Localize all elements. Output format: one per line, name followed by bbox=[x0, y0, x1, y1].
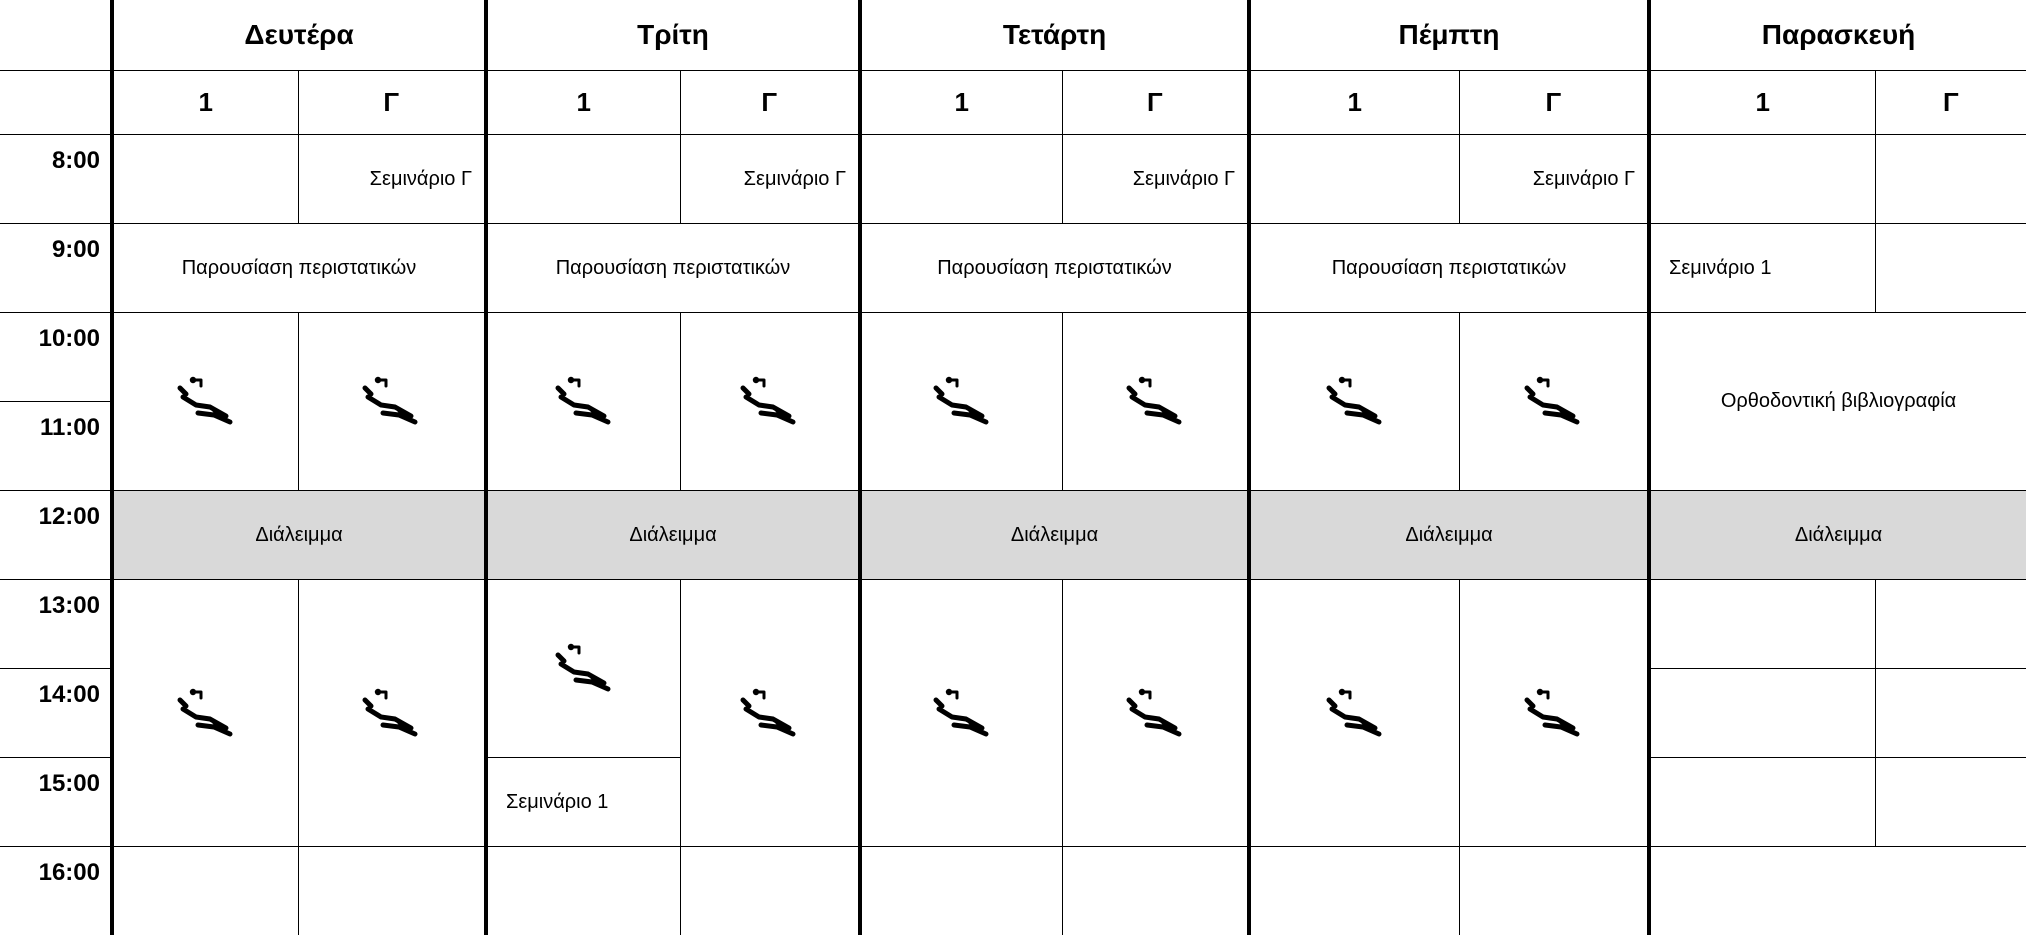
seminar-1-slot: Σεμινάριο 1 bbox=[486, 758, 680, 847]
group-header-g: Γ bbox=[1062, 71, 1249, 135]
break-slot: Διάλειμμα bbox=[1249, 491, 1649, 580]
break-slot: Διάλειμμα bbox=[486, 491, 860, 580]
time-row-1200 bbox=[0, 491, 2026, 580]
case-presentation-slot: Παρουσίαση περιστατικών bbox=[112, 224, 486, 313]
dental-chair-icon bbox=[1521, 683, 1585, 739]
group-header-g: Γ bbox=[1459, 71, 1649, 135]
clinic-slot bbox=[298, 580, 486, 847]
group-header-1: 1 bbox=[112, 71, 298, 135]
empty-slot bbox=[298, 847, 486, 935]
empty-slot bbox=[1649, 135, 1875, 224]
empty-slot bbox=[1649, 758, 1875, 847]
dental-chair-icon bbox=[737, 683, 801, 739]
empty-slot bbox=[1649, 669, 1875, 758]
dental-chair-icon bbox=[1123, 371, 1187, 427]
group-header-g: Γ bbox=[298, 71, 486, 135]
clinic-slot bbox=[860, 580, 1062, 847]
seminar-g-slot: Σεμινάριο Γ bbox=[680, 135, 860, 224]
time-row-0900 bbox=[0, 224, 2026, 313]
empty-slot bbox=[1062, 847, 1249, 935]
clinic-slot bbox=[1062, 313, 1249, 491]
clinic-slot bbox=[1459, 313, 1649, 491]
time-row-0800 bbox=[0, 135, 2026, 224]
dental-chair-icon bbox=[930, 683, 994, 739]
clinic-slot bbox=[680, 313, 860, 491]
clinic-slot bbox=[1459, 580, 1649, 847]
dental-chair-icon bbox=[552, 638, 616, 694]
empty-slot bbox=[860, 847, 1062, 935]
empty-slot bbox=[1875, 224, 2026, 313]
corner-cell-2 bbox=[0, 71, 112, 135]
time-label: 10:00 bbox=[0, 313, 112, 402]
time-label: 13:00 bbox=[0, 580, 112, 669]
break-slot: Διάλειμμα bbox=[860, 491, 1249, 580]
clinic-slot bbox=[486, 580, 680, 758]
group-header-g: Γ bbox=[680, 71, 860, 135]
time-row-1000 bbox=[0, 313, 2026, 402]
empty-slot bbox=[1249, 135, 1459, 224]
group-header-row bbox=[0, 71, 2026, 135]
dental-chair-icon bbox=[359, 683, 423, 739]
empty-slot bbox=[1649, 580, 1875, 669]
group-header-1: 1 bbox=[860, 71, 1062, 135]
empty-slot bbox=[1875, 580, 2026, 669]
empty-slot bbox=[486, 135, 680, 224]
day-header-row bbox=[0, 0, 2026, 71]
time-label: 16:00 bbox=[0, 847, 112, 935]
group-header-1: 1 bbox=[486, 71, 680, 135]
empty-slot bbox=[860, 135, 1062, 224]
day-header-monday: Δευτέρα bbox=[112, 0, 486, 71]
dental-chair-icon bbox=[737, 371, 801, 427]
time-label: 12:00 bbox=[0, 491, 112, 580]
dental-chair-icon bbox=[174, 371, 238, 427]
empty-slot bbox=[1649, 847, 2026, 935]
empty-slot bbox=[1875, 758, 2026, 847]
time-label: 9:00 bbox=[0, 224, 112, 313]
day-header-thursday: Πέμπτη bbox=[1249, 0, 1649, 71]
seminar-g-slot: Σεμινάριο Γ bbox=[1062, 135, 1249, 224]
group-header-1: 1 bbox=[1649, 71, 1875, 135]
break-slot: Διάλειμμα bbox=[1649, 491, 2026, 580]
day-header-tuesday: Τρίτη bbox=[486, 0, 860, 71]
empty-slot bbox=[112, 847, 298, 935]
empty-slot bbox=[680, 847, 860, 935]
case-presentation-slot: Παρουσίαση περιστατικών bbox=[486, 224, 860, 313]
seminar-g-slot: Σεμινάριο Γ bbox=[1459, 135, 1649, 224]
day-header-wednesday: Τετάρτη bbox=[860, 0, 1249, 71]
time-label: 14:00 bbox=[0, 669, 112, 758]
time-label: 15:00 bbox=[0, 758, 112, 847]
dental-chair-icon bbox=[174, 683, 238, 739]
empty-slot bbox=[112, 135, 298, 224]
clinic-slot bbox=[1249, 580, 1459, 847]
time-label: 8:00 bbox=[0, 135, 112, 224]
seminar-g-slot: Σεμινάριο Γ bbox=[298, 135, 486, 224]
day-header-friday: Παρασκευή bbox=[1649, 0, 2026, 71]
time-label: 11:00 bbox=[0, 402, 112, 491]
empty-slot bbox=[1875, 135, 2026, 224]
case-presentation-slot: Παρουσίαση περιστατικών bbox=[1249, 224, 1649, 313]
clinic-slot bbox=[1062, 580, 1249, 847]
corner-cell bbox=[0, 0, 112, 71]
empty-slot bbox=[1249, 847, 1459, 935]
time-row-1300 bbox=[0, 580, 2026, 669]
dental-chair-icon bbox=[1323, 371, 1387, 427]
dental-chair-icon bbox=[930, 371, 994, 427]
clinic-slot bbox=[112, 313, 298, 491]
group-header-g: Γ bbox=[1875, 71, 2026, 135]
clinic-slot bbox=[680, 580, 860, 847]
dental-chair-icon bbox=[359, 371, 423, 427]
clinic-slot bbox=[298, 313, 486, 491]
dental-chair-icon bbox=[1521, 371, 1585, 427]
clinic-slot bbox=[486, 313, 680, 491]
dental-chair-icon bbox=[1123, 683, 1187, 739]
empty-slot bbox=[486, 847, 680, 935]
clinic-slot bbox=[1249, 313, 1459, 491]
empty-slot bbox=[1875, 669, 2026, 758]
group-header-1: 1 bbox=[1249, 71, 1459, 135]
break-slot: Διάλειμμα bbox=[112, 491, 486, 580]
empty-slot bbox=[1459, 847, 1649, 935]
clinic-slot bbox=[860, 313, 1062, 491]
ortho-bibliography-slot: Ορθοδοντική βιβλιογραφία bbox=[1649, 313, 2026, 491]
time-row-1600 bbox=[0, 847, 2026, 935]
clinic-slot bbox=[112, 580, 298, 847]
dental-chair-icon bbox=[552, 371, 616, 427]
seminar-1-slot: Σεμινάριο 1 bbox=[1649, 224, 1875, 313]
dental-chair-icon bbox=[1323, 683, 1387, 739]
case-presentation-slot: Παρουσίαση περιστατικών bbox=[860, 224, 1249, 313]
